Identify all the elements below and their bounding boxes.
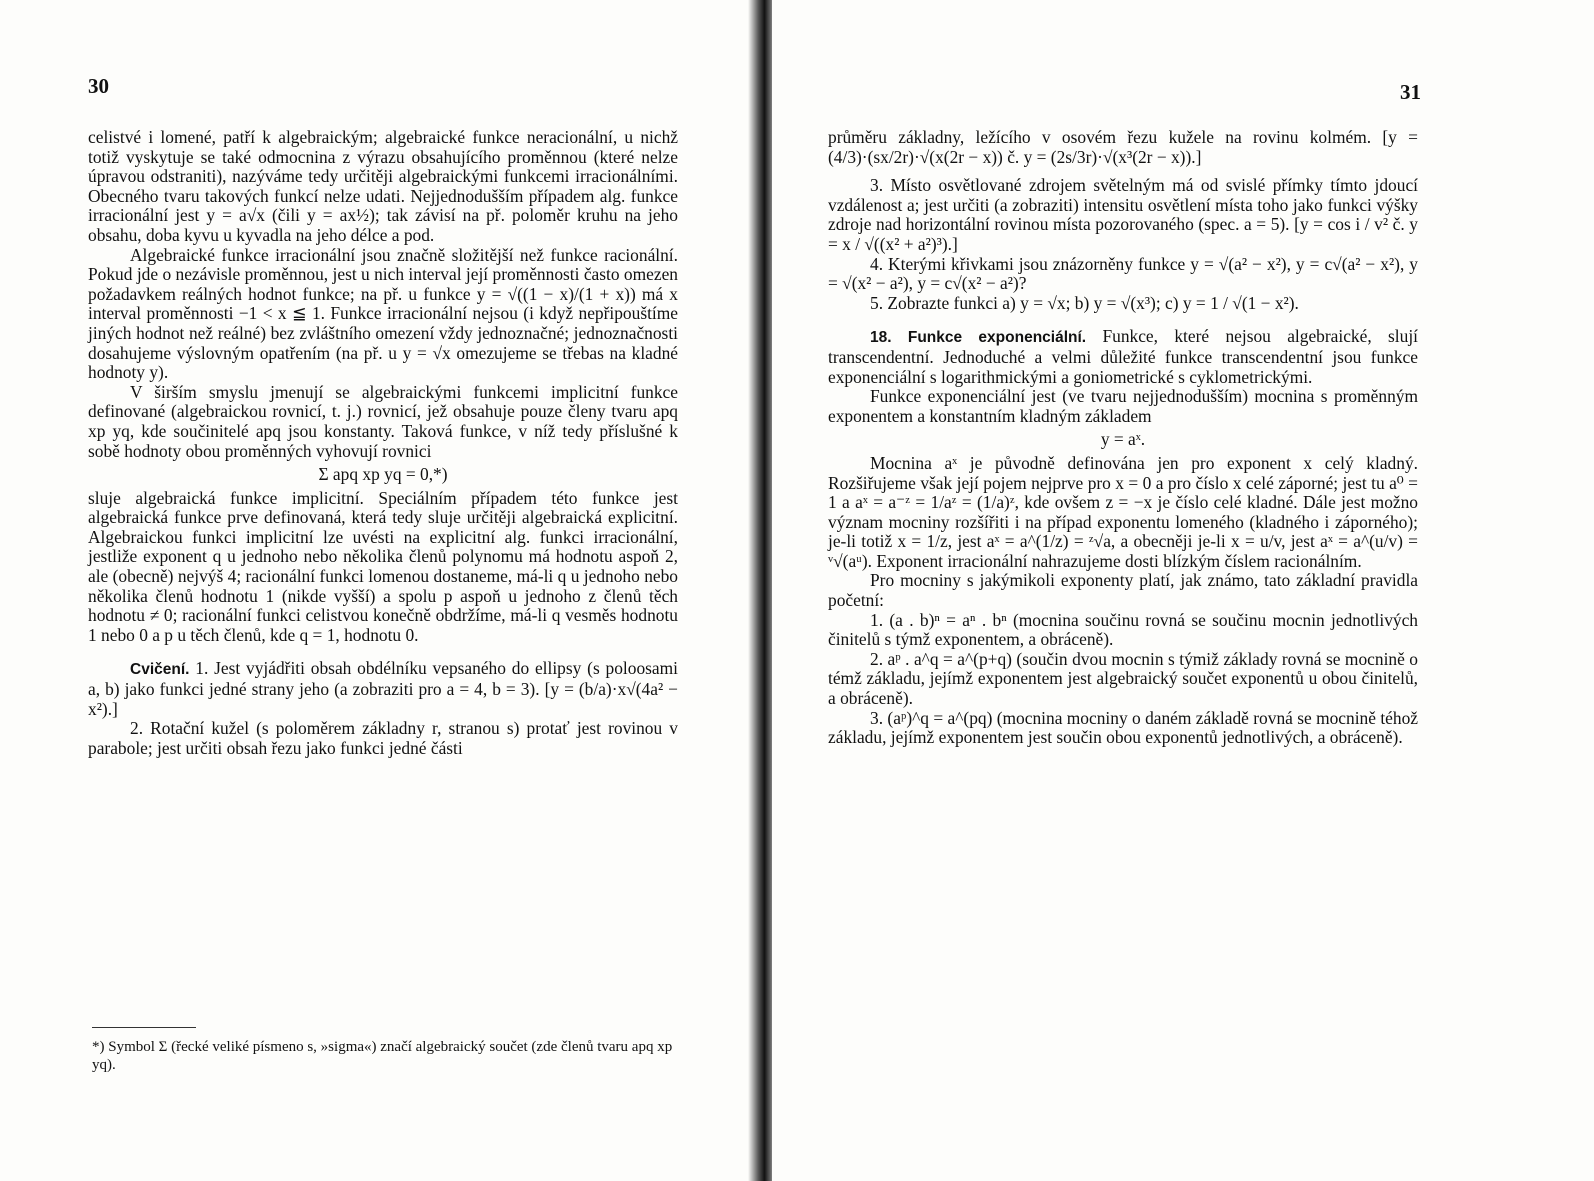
paragraph: Algebraické funkce irracionální jsou značně složitější než funkce racionální. Pokud jde o nezávisle proměnnou, jest u nich interval její proměnnosti často omezen požadavkem reálných hodnot funkce; na př. u funkce y = √((1 − x)/(1 + x)) má x interval proměnnosti −1 < x ≦ 1. Funkce irracionální nejsou (i když nepřipouštíme jiných hodnot než reálné) bez zvláštního omezení vždy jednoznačné; jednoznačnosti dosahujeme výslovným opatřením (na př. u y = √x omezujeme se třebas na kladné hodnoty y). <box>88 244 678 383</box>
section-paragraph <box>828 327 1418 387</box>
paragraph: celistvé i lomené, patří k algebraickým; algebraické funkce neracionální, u nichž totiž vyskytuje se také odmocnina z výrazu obsahujícího proměnnou (které nelze úpravou odstraniti), nazýváme tedy určitěji algebraickými funkcemi irracionálními. Obecného tvaru takových funkcí nelze udati. Nejjednodušším případem alg. funkce irracionální jest y = a√x (čili y = ax½); tak závisí na př. poloměr kruhu na jeho obsahu, doba kyvu u kyvadla na jeho délce a pod. <box>88 127 678 245</box>
section-text: Funkce, které nejsou algebraické, slují transcendentní. Jednoduché a velmi důležité funkce transcendentní jsou funkce exponenciální s logarithmickými a goniometrické s cyklometrickými. <box>828 326 1418 387</box>
paragraph: 5. Zobrazte funkci a) y = √x; b) y = √(x³); c) y = 1 / √(1 − x²). <box>870 292 1299 313</box>
paragraph: 3. (aᵖ)^q = a^(pq) (mocnina mocniny o daném základě rovná se mocnině téhož základu, jejímž exponentem jest součin obou exponentů jednotlivých, a obráceně). <box>828 707 1418 748</box>
paragraph: 4. Kterými křivkami jsou znázorněny funkce y = √(a² − x²), y = c√(a² − x²), y = √(x² − a²), y = c√(x² − a²)? <box>828 253 1418 294</box>
section-heading: 18. Funkce exponenciální. <box>870 329 1087 347</box>
exercise-text: 1. Jest vyjádřiti obsah obdélníku vepsaného do ellipsy (s poloosami a, b) jako funkci jedné strany jeho (a zobraziti pro a = 4, b = 3). [y = (b/a)·x√(4a² − x²).] <box>88 658 678 719</box>
paragraph: Pro mocniny s jakýmikoli exponenty platí, jak známo, tato základní pravidla početní: <box>828 570 1418 611</box>
paragraph: Funkce exponenciální jest (ve tvaru nejjednodušším) mocnina s proměnným exponentem a konstantním kladným základem <box>828 386 1418 426</box>
page-number: 30 <box>88 74 109 98</box>
paragraph: průměru základny, ležícího v osovém řezu kužele na rovinu kolmém. [y = (4/3)·(sx/2r)·√(x(2r − x)) č. y = (2s/3r)·√(x³(2r − x)).] <box>828 127 1418 167</box>
paragraph: V širším smyslu jmenují se algebraickými funkcemi implicitní funkce definované (algebraickou rovnicí, t. j.) rovnicí, jež obsahuje pouze členy tvaru apq xp yq, kde součinitelé apq jsou konstanty. Taková funkce, v níž tedy příslušné k sobě hodnoty obou proměnných vyhovují rovnici <box>88 381 678 461</box>
left-page-body <box>88 128 678 758</box>
left-page <box>0 0 762 1181</box>
paragraph: 3. Místo osvětlované zdrojem světelným má od svislé přímky tímto jdoucí vzdálenost a; jest určiti (a zobraziti) intensitu osvětlení místa toho jako funkci výšky zdroje nad horizontální rovinou místa pozorovaného (spec. a = 5). [y = cos i / v² č. y = x / √((x² + a²)³).] <box>828 175 1418 254</box>
footnote-rule <box>92 1027 196 1028</box>
footnote: *) Symbol Σ (řecké veliké písmeno s, »sigma«) značí algebraický součet (zde členů tvaru apq xp yq). <box>92 1039 673 1073</box>
exercise-paragraph <box>88 659 678 719</box>
paragraph: Mocnina aˣ je původně definována jen pro exponent x celý kladný. Rozšiřujeme však její pojem nejprve pro x = 0 a pro číslo x celé záporné; jest tu a⁰ = 1 a aˣ = a⁻ᶻ = 1/aᶻ = (1/a)ᶻ, kde ovšem z = −x je číslo celé kladné. Dále jest možno význam mocniny rozšířiti i na případ exponentu lomeného (kladného i záporného); je-li totiž x = 1/z, jest aˣ = a^(1/z) = ᶻ√a, a obecněji je-li x = u/v, jest aˣ = a^(u/v) = ᵛ√(aᵘ). Exponent irracionální nahrazujeme dosti blízkým číslem racionálním. <box>828 452 1418 571</box>
paragraph: 2. Rotační kužel (s poloměrem základny r, stranou s) protať jest rovinou v parabole; jest určiti obsah řezu jako funkci jedné části <box>88 718 678 758</box>
paragraph: 1. (a . b)ⁿ = aⁿ . bⁿ (mocnina součinu rovná se součinu mocnin jednotlivých činitelů s týmž exponentem, a obráceně). <box>828 609 1418 650</box>
page-number: 31 <box>1400 80 1421 104</box>
display-equation: Σ apq xp yq = 0,*) <box>318 464 448 485</box>
section-heading: Cvičení. <box>130 661 190 679</box>
right-page-body <box>828 128 1418 748</box>
display-equation: y = aˣ. <box>1100 429 1146 450</box>
paragraph: sluje algebraická funkce implicitní. Speciálním případem této funkce jest algebraická funkce prve definovaná, která tedy sluje určitěji algebraická explicitní. Algebraickou funkci implicitní lze uvésti na explicitní alg. funkci irracionální, jestliže exponent q u jednoho nebo několika členů polynomu má hodnotu aspoň 2, ale (obecně) nejvýš 4; racionální funkci lomenou dostaneme, má-li q u jednoho nebo několika členů hodnotu 1 (nikde vyšší) a spolu p aspoň u jednoho z členů těch hodnotu ≠ 0; racionální funkci celistvou konečně obdržíme, má-li q vesměs hodnotu 1 nebo 0 a p u těch členů, kde q = 1, hodnotu 0. <box>88 487 678 645</box>
paragraph: 2. aᵖ . a^q = a^(p+q) (součin dvou mocnin s týmiž základy rovná se mocnině o témž základu, jejímž exponentem jest algebraický součet exponentů u obou činitelů, a obráceně). <box>828 648 1418 709</box>
right-page <box>772 0 1594 1181</box>
